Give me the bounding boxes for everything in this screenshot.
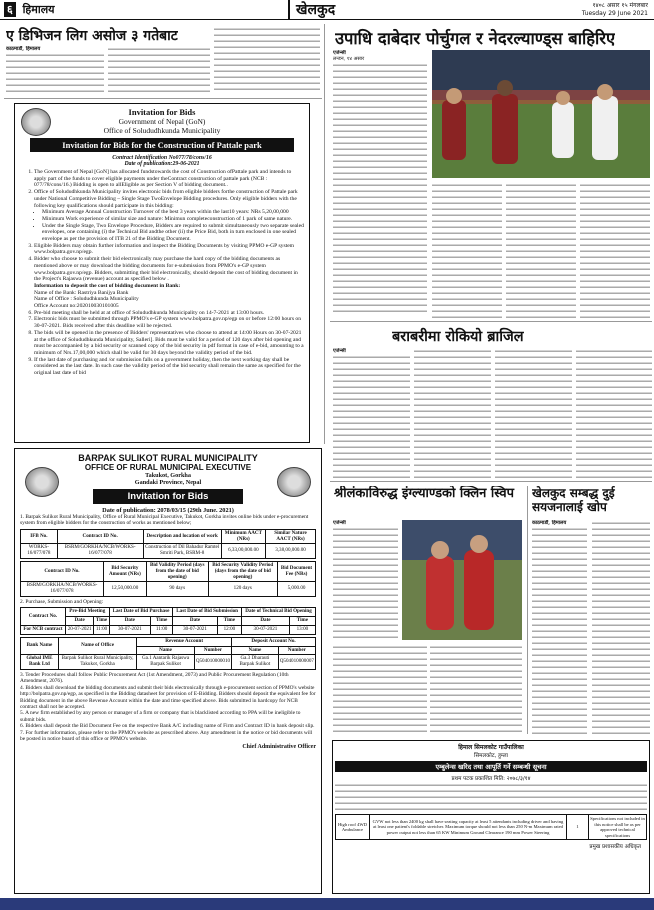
notice-govt: Government of Nepal (GoN): [118, 117, 206, 126]
photo-euro-image: [432, 50, 650, 178]
notice-office: Office of Solududhkunda Municipality: [103, 126, 221, 135]
article-body-2: [108, 46, 210, 94]
table-bank: [20, 637, 316, 670]
article-euro-col3: [506, 182, 576, 318]
table-header-row: Bank Name Name of Office Revenue Account Deposit Account No.: [21, 637, 316, 646]
table-subheader-row: Date Time Date Time Date Time Date Time: [21, 617, 316, 626]
article-euro-col2: [432, 182, 502, 318]
sub-clause: • Under the Single Stage, Two Envelope Procedure, Bidders are required to submit simultaneously two separate sealed envelopes, one containing (i) the Technical Bid andthe other (ii) the Price Bid, both in turn enclosed in one sealed envelope as per the provision of ITB 21 of the Bidding Document.: [42, 223, 304, 243]
notice-banner: Invitation for Bids for the Construction of Pattale park: [30, 138, 294, 152]
table-row: For NCB contract 20-07-2021 11:00 30-07-2021 11:00 30-07-2021 12:00 30-07-2021 13:00: [21, 625, 316, 634]
photo-cricket: [402, 520, 522, 640]
article-body-3: [214, 26, 320, 94]
clause: 3. Eligible Bidders may obtain further information and inspect the Bidding Documents by visiting PPMO e-GP system www.bolpatra.gov.np/egp.: [34, 243, 304, 256]
barpak-clause: 7. For further information, please refer to the PPMO's website as prescribed above. Any amendment in the notice or bid documents will be posted in notice board of this office or PPMO's website.: [20, 729, 313, 743]
article-euro-col1: [333, 50, 427, 318]
nepal-emblem-left: [25, 467, 59, 497]
headline-srilanka: श्रीलंकाविरुद्ध इंग्ल्याण्डको क्लिन स्विप: [334, 486, 514, 501]
barpak-clause: 6. Bidders shall deposit the Bid Document Fee on the respective Bank A/C including name of Firm and Contract ID in bank deposit slip.: [20, 723, 315, 730]
article-brazil-col1: [333, 348, 410, 478]
row-rule: [4, 98, 322, 99]
date-nepali: १४०८ असार १५ मंगलबार: [592, 2, 648, 9]
barpak-clause: 5. A new firm established by any person or manager of a firm or company that is blacklisted according to PPA will be ineligible to submit bids.: [20, 710, 301, 723]
table-row: Global IME Bank Ltd Barpak Sulikot Rural Municipality, Takukot, Gorkha Ga.1 Aantarik Rajaswa Barpak Sulikot Q504010000010 Ga.3 Dharauti Barpak Sulikot Q504010000007: [21, 655, 316, 670]
barpak-signature: Chief Administrative Officer: [242, 744, 316, 751]
barpak-address-2: Gandaki Province, Nepal: [134, 479, 202, 486]
table-ambulance: [335, 814, 647, 840]
clause: 2. Office of Solududhkunda Municipality invites electronic bids from eligible bidders forthe construction of Pattale park under National Competitive Bidding – Single Stage TwoEnvelope Bidding procedures. Only eligible bidders with the following key qualifications should participate in this bidding: • Minimum Average Annual Construction Turnover of the best 3 years within the last10 years: NRs 5,20,00,000 • Minimum Work experience of similar size and nature: Minimun completeconstruction of 1 park of same nature. • Under the Single Stage, Two Envelope Procedure, Bidders are required to submit simultaneously two separate sealed envelopes, one containing (i) the Technical Bid andthe other (ii) the Price Bid, both in turn enclosed in one sealed envelope as per the provision of ITB 21 of the Bidding Document.: [34, 189, 304, 243]
publication-date: Date of publication:29-06-2021: [124, 161, 200, 167]
barpak-clause: 4. Bidders shall download the bidding documents and submit their bids electronically through e-procurement section of PPMO's website http://bolpatra.gov.np/egp, as specified in the Bidding datasheet for provision of E-Bidding. Bidders should deposit the equivalent fee for Bidding document in the above Revenue Account within the date and time specified above. Bids submitted in hardcopy for NCB contract shall not be accepted.: [20, 684, 316, 710]
dateline-brazil: एजेन्सी: [333, 348, 346, 354]
municipality-emblem-right: [277, 467, 311, 497]
table-header-row: IFB No. Contract ID No. Description and location of work Minimum AACT (NRs) Similar Nature AACT (NRs): [21, 529, 316, 544]
article-srilanka-col3: [430, 644, 522, 734]
deposit-heading: Information to deposit the cost of bidding document in Bank:: [34, 282, 181, 289]
article-srilanka-col2: [333, 644, 427, 734]
column-rule: [324, 24, 325, 444]
headline-brazil: बराबरीमा रोकियो ब्राजिल: [392, 329, 524, 345]
date-english: Tuesday 29 June 2021: [581, 10, 648, 17]
deposit-line: Office Account no:202010030101005: [34, 303, 119, 310]
masthead: [0, 0, 654, 20]
headline-vaccine: खेलकुद सम्बद्ध दुई सयजनालाई खोप: [532, 486, 615, 514]
article-body-1: [6, 46, 104, 94]
ambulance-body: [335, 782, 647, 812]
column-rule: [527, 486, 528, 734]
footer-bar: [0, 898, 654, 910]
barpak-org: BARPAK SULIKOT RURAL MUNICIPALITY: [78, 453, 258, 463]
notice-clauses-2: [20, 310, 304, 377]
photo-euro-match: [432, 50, 650, 178]
clause: 6. Pre-bid meeting shall be held at at office of Solududhkunda Municipality on 14-7-2021 at 13:00 hours.: [34, 310, 304, 317]
ambulance-sub: सिमलकोट, हुम्ला: [474, 753, 508, 759]
deposit-line: Name of the Bank: Rastriya Banijya Bank: [34, 289, 129, 296]
notice-title: Invitation for Bids: [128, 107, 196, 117]
dateline-euro: एजेन्सी: [333, 50, 346, 56]
barpak-address-1: Takukot, Gorkha: [145, 472, 191, 479]
nepal-emblem: [21, 108, 51, 136]
schedule-label: 2. Purchase, Submission and Opening:: [20, 598, 104, 605]
dateline-vaccine: काठमाडौं, हिमालय: [532, 520, 567, 526]
ambulance-pub: प्रथम पटक प्रकाशित मिति: २०७८/३/१४: [451, 776, 531, 782]
notice-barpak: [14, 448, 322, 894]
row-rule: [330, 481, 652, 482]
sub-clause: • Minimum Work experience of similar size and nature: Minimun completeconstruction of 1 park of same nature.: [42, 216, 304, 223]
article-vaccine-col2: [592, 520, 650, 734]
article-euro-col4: [580, 182, 650, 318]
table-schedule: [20, 607, 316, 634]
row-rule: [330, 321, 652, 322]
dateline-1: काठमाडौं, हिमालय: [6, 46, 41, 52]
section-title: खेलकुद: [288, 0, 335, 19]
clause: 8. The bids will be opened in the presence of Bidders' representatives who choose to attend at 14:00 Hours on 30-07-2021 at the office of Solududhkunda Municipality, Salleri]. Bids must be valid for a period of 120 days after bid opening and must be accompanied by a bid security or scanned copy of the bid security in pdf format in case of e-bid, amounting to a minimum of Nrs.17,00,000 which shall be valid for 30 days beyond the validity period of the bid.: [34, 330, 304, 357]
table-contract: [20, 529, 316, 559]
barpak-office: OFFICE OF RURAL MUNICIPAL EXECUTIVE: [84, 463, 252, 472]
headline-euro: उपाधि दाबेदार पोर्चुगल र नेदरल्याण्ड्स बाहिरिए: [335, 29, 616, 48]
clause: 4. Bidder who choose to submit their bid electronically may purchase the hard copy of the bidding documents as mentioned above or may download the bidding documents for e-submission from PPMO's e-GP system www.bolpatra.gov.np/egp. Bidders, submitting their bid electronically, should deposit the cost of bidding document in the Project's Rajaswa (revenue) account as specified below .: [34, 256, 304, 283]
subdateline-euro: लन्डन, १४ असार: [333, 56, 365, 62]
table-header-row: Contract ID No. Bid Security Amount (NRs) Bid Validity Period (days from the date of bid opening) Bid Security Validity Period (days from the date of bid opening) Bid Document Fee (NRs): [21, 562, 316, 582]
article-brazil-col3: [495, 348, 572, 478]
paper-logo: [4, 2, 55, 17]
deposit-line: Name of Office : Solududhkunda Municipality: [34, 296, 139, 303]
ambulance-office: हिमाल सिमलकोट गाउँपालिका: [458, 744, 524, 751]
barpak-banner: Invitation for Bids: [93, 489, 243, 504]
table-header-row: Contract No. Pre-Bid Meeting Last Date of Bid Purchase Last Date of Bid Submission Date of Technical Bid Opening: [21, 608, 316, 617]
clause: 1. The Government of Nepal [GoN] has allocated fundstowards the cost of Construction ofPattale park and intends to apply part of the funds to cover eligible payments under theContract construction of pattale park (NCB : 077/78/cons/16.) Bidding is open to allEligible as per Section V of bidding document..: [34, 169, 304, 189]
ambulance-banner: एम्बुलेन्स खरिद तथा आपूर्ति गर्ने सम्बन्धी सूचना: [335, 761, 647, 772]
headline-de-ligt: ए डिभिजन लिग असोज ३ गतेबाट: [6, 28, 178, 44]
barpak-clause: 3. Tender Procedures shall follow Public Procurement Act (1st Amendment, 2073) and Public Procurement Regulation (10th Amendment, 2076).: [20, 671, 289, 685]
article-vaccine-col1: [532, 520, 587, 734]
table-subheader-row: Name Number Name Number: [21, 646, 316, 655]
notice-ambulance: [332, 740, 650, 894]
contract-id: Contract Identification No077/78/cons/16: [112, 155, 212, 161]
article-brazil-col4: [576, 348, 652, 478]
article-brazil-col2: [414, 348, 491, 478]
notice-clauses: [20, 169, 304, 283]
article-srilanka-col1: [333, 520, 398, 640]
table-row: High roof 4WD Ambulance GVW not less than 2400 kg shall have seating capacity at least 5 attendants including driver and having at least one patient's foldable stretcher. Maximum torque should not less than 250 N-m Maximum rated power output not less than 65 KW Minimum Ground Clearance 190 mm Power Steering 1 Specifications not included in this notice shall be as per approved technical specifications: [336, 815, 647, 840]
sub-clause: • Minimum Average Annual Construction Turnover of the best 3 years within the last10 years: NRs 5,20,00,000: [42, 209, 304, 216]
table-row: WORKS-16/077/078 BSRM/GORKHA/NCB/WORKS-16/077/078 Construction of Dil Bahadur Ramtel Smriti Park, BSRM-8 6,33,00,000.00 3,38,00,000.00: [21, 544, 316, 559]
ambulance-footer: प्रमुख प्रशासकीय अधिकृत: [589, 844, 641, 850]
barpak-intro: 1. Barpak Sulikot Rural Municipality, Office of Rural Municipal Executive, Takukot, Gorkha invites online bids under e-procurement system from eligible bidders for the construction of works as mentioned below;: [20, 514, 309, 527]
clause: 7. Electronic bids must be submitted through PPMO's e-GP system www.bolpatra.gov.np/egp on or before 12:00 hours on 30-07-2021. Bids received after this deadline will be rejected.: [34, 316, 304, 329]
clause: 9. If the last date of purchasing and /or submission falls on a government holiday, then the next working day shall be considered as the last date. In such case the validity period of the bid security shall remain the same as specified for the original last date of bid: [34, 357, 304, 377]
barpak-pub-date: Date of publication: 2078/03/15 (29th June. 2021): [102, 507, 234, 514]
paper-name: हिमालय: [22, 3, 55, 16]
dateline: [582, 2, 648, 18]
notice-pattale-park: [14, 103, 310, 443]
photo-cricket-image: [402, 520, 522, 640]
table-row: BSRM/GORKHA/NCB/WORKS-16/077/078 12,50,000.00 90 days 120 days 5,000.00: [21, 582, 316, 597]
dateline-srilanka: एजेन्सी: [333, 520, 346, 526]
table-bid-security: [20, 561, 316, 597]
page-number: ६: [4, 2, 16, 17]
